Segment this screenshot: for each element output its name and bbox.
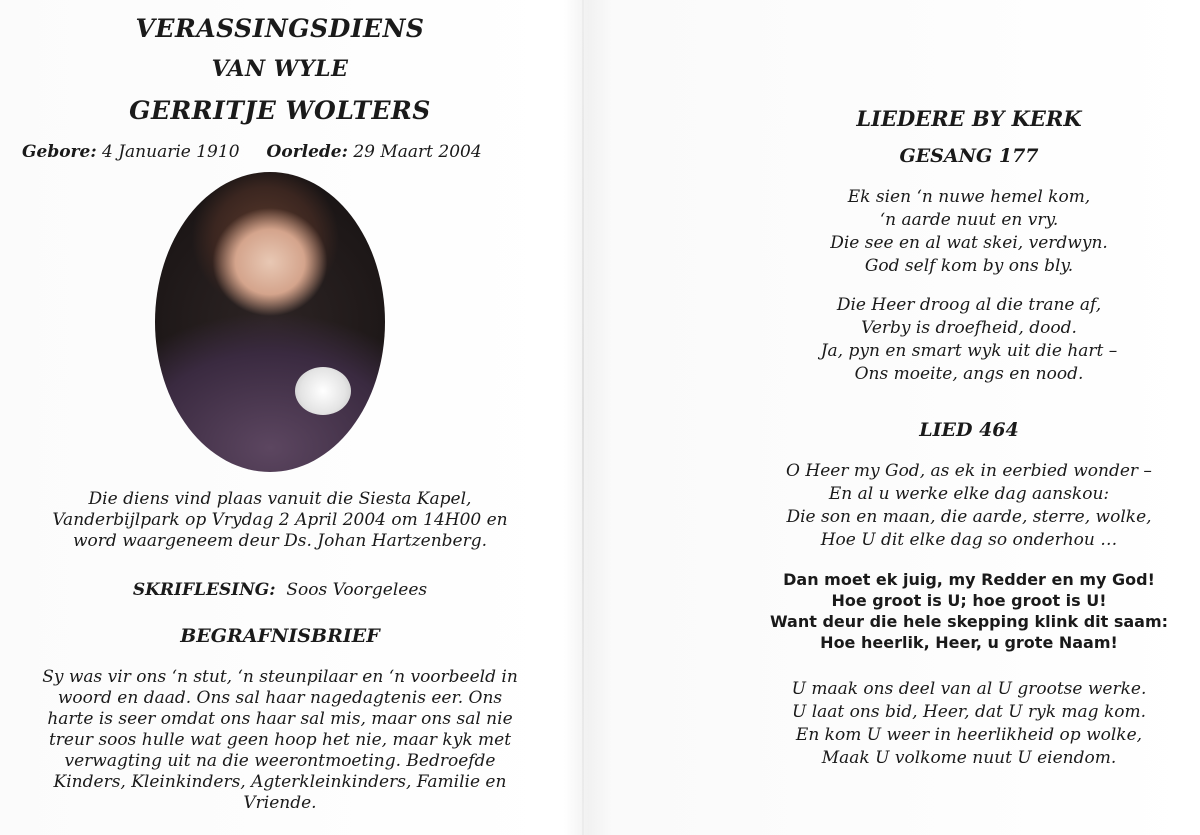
letter-line: Kinders, Kleinkinders, Agterkleinkinders, Familie en	[53, 772, 507, 792]
hymn1-verse2	[738, 294, 1200, 386]
hymn1-verse1	[738, 186, 1200, 278]
letter-line: verwagting uit na die weerontmoeting. Bedroefde	[64, 751, 496, 771]
page-fold	[582, 0, 584, 835]
letter-line: treur soos hulle wat geen hoop het nie, maar kyk met	[48, 730, 512, 750]
verse-line: Hoe U dit elke dag so onderhou …	[820, 530, 1118, 550]
letter-heading: BEGRAFNISBRIEF	[180, 625, 380, 647]
songs-heading: LIEDERE BY KERK	[856, 106, 1082, 131]
reading-label: SKRIFLESING:	[132, 580, 276, 600]
verse-line: Ja, pyn en smart wyk uit die hart –	[820, 341, 1118, 361]
title-name: GERRITJE WOLTERS	[129, 96, 431, 125]
service-line: word waargeneem deur Ds. Johan Hartzenberg.	[73, 531, 487, 551]
verse-line: ‘n aarde nuut en vry.	[879, 210, 1059, 230]
service-details	[0, 489, 560, 552]
letter-line: Vriende.	[243, 793, 317, 813]
hymn1-title: GESANG 177	[899, 145, 1039, 167]
service-line: Die diens vind plaas vanuit die Siesta Kapel,	[88, 489, 472, 509]
verse-line: Ons moeite, angs en nood.	[854, 364, 1084, 384]
dates-line	[22, 142, 482, 162]
chorus-line: Hoe groot is U; hoe groot is U!	[831, 591, 1107, 610]
died-label: Oorlede:	[266, 142, 348, 162]
verse-line: U laat ons bid, Heer, dat U ryk mag kom.	[791, 702, 1147, 722]
service-line: Vanderbijlpark op Vrydag 2 April 2004 om 14H00 en	[52, 510, 508, 530]
verse-line: En kom U weer in heerlikheid op wolke,	[795, 725, 1143, 745]
chorus-line: Hoe heerlik, Heer, u grote Naam!	[820, 633, 1118, 652]
verse-line: Maak U volkome nuut U eiendom.	[821, 748, 1117, 768]
funeral-letter	[0, 667, 560, 814]
verse-line: Verby is droefheid, dood.	[861, 318, 1077, 338]
left-page	[0, 0, 560, 835]
verse-line: Die Heer droog al die trane af,	[836, 295, 1102, 315]
portrait-photo	[155, 172, 385, 472]
verse-line: O Heer my God, as ek in eerbied wonder –	[786, 461, 1152, 481]
title-of-late: VAN WYLE	[211, 56, 349, 82]
hymn2-title: LIED 464	[919, 419, 1019, 441]
born-label: Gebore:	[22, 142, 97, 162]
letter-line: harte is seer omdat ons haar sal mis, maar ons sal nie	[47, 709, 513, 729]
reading-value: Soos Voorgelees	[286, 580, 428, 600]
verse-line: Ek sien ‘n nuwe hemel kom,	[847, 187, 1091, 207]
hymn2-chorus	[738, 569, 1200, 653]
chorus-line: Dan moet ek juig, my Redder en my God!	[783, 570, 1155, 589]
corsage-flower	[295, 367, 351, 415]
chorus-line: Want deur die hele skepping klink dit saam:	[769, 612, 1169, 631]
title-service: VERASSINGSDIENS	[135, 14, 425, 43]
verse-line: God self kom by ons bly.	[864, 256, 1074, 276]
hymn2-verse1	[738, 460, 1200, 552]
born-date: 4 Januarie 1910	[102, 142, 240, 162]
verse-line: Die see en al wat skei, verdwyn.	[830, 233, 1108, 253]
verse-line: U maak ons deel van al U grootse werke.	[791, 679, 1147, 699]
verse-line: Die son en maan, die aarde, sterre, wolke,	[786, 507, 1152, 527]
died-date: 29 Maart 2004	[353, 142, 482, 162]
verse-line: En al u werke elke dag aanskou:	[828, 484, 1110, 504]
scripture-reading	[0, 580, 560, 600]
hymn2-verse2	[738, 678, 1200, 770]
letter-line: woord en daad. Ons sal haar nagedagtenis eer. Ons	[57, 688, 503, 708]
letter-line: Sy was vir ons ‘n stut, ‘n steunpilaar en ‘n voorbeeld in	[42, 667, 518, 687]
right-page	[738, 0, 1200, 835]
